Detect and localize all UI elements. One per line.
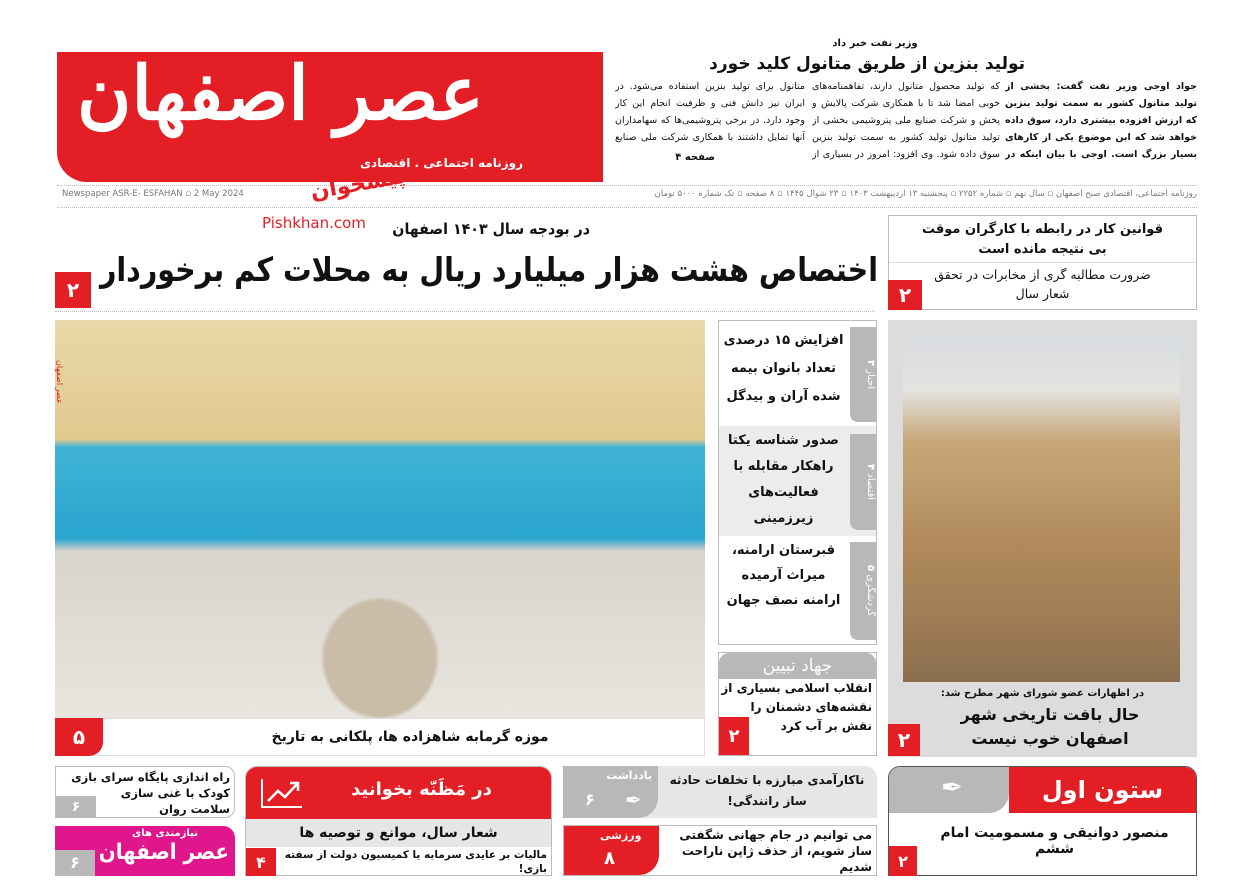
- jahad-title: جهاد تبیین: [719, 653, 876, 679]
- section-label: [850, 542, 876, 640]
- page-badge[interactable]: ۶: [56, 796, 96, 818]
- read-title: در مَظَنّه بخوانید: [351, 779, 492, 800]
- top-story-col1: جواد اوجی وزیر نفت گفت: بخشی از تولید متانول کشور به سمت تولید بنزین که ارزش افزوده بیشتری دارد، سوق داده خواهد شد که این موضوع یکی از کارهای بسیار بزرگ است. اوجی با بیان اینکه در: [1005, 81, 1197, 160]
- right-news-box[interactable]: [888, 215, 1197, 310]
- kid-story-text: راه اندازی پایگاه سرای بازی کودک با غنی سازی سلامت روان: [71, 770, 230, 816]
- note-page: ۶: [585, 790, 595, 809]
- page-badge[interactable]: ۲: [888, 724, 920, 756]
- top-story-col2: که تولید محصول متانول دارند، تفاهمنامه‌های خوبی امضا شد تا با همکاری شرکت پالایش و پخش و شرکت صنایع ملی پتروشیمی بخشی از تولید متانول تولید کشور به سمت تولید بنزین سوق داده شود. وی افزود: امروز در بسیاری از: [812, 81, 1000, 160]
- note-box[interactable]: [563, 766, 877, 818]
- sport-text: می توانیم در جام جهانی شگفتی ساز شویم، از حذف ژاپن ناراحت شدیم: [679, 828, 872, 874]
- jahad-box[interactable]: [718, 652, 877, 756]
- page-badge[interactable]: ۵: [55, 718, 103, 756]
- right-photo-kicker: در اظهارات عضو شورای شهر مطرح شد:: [940, 688, 1145, 699]
- photo-credit: عصر اصفهان: [55, 360, 64, 404]
- first-column-text: منصور دوانیقی و مسمومیت امام ششم: [940, 825, 1169, 857]
- section-page: ۳: [865, 359, 876, 367]
- read-header: [246, 767, 551, 819]
- section-name: گردشگری: [865, 574, 876, 617]
- top-story-kicker: وزیر نفت خبر داد: [832, 38, 918, 49]
- page-badge[interactable]: ۴: [246, 848, 276, 876]
- divider: [57, 207, 1197, 208]
- note-text: ناکارآمدی مبارزه با تخلفات حادثه ساز رانندگی!: [669, 773, 865, 808]
- right-box-headline-2: ضرورت مطالبه گری از مخابرات در تحقق شعار سال: [934, 267, 1151, 301]
- section-name: اخبار: [865, 369, 876, 390]
- feather-icon: ✒: [625, 788, 642, 812]
- divider: [55, 311, 875, 312]
- top-story-col3: متانول برای تولید بنزین استفاده می‌شود. در ایران نیز دانش فنی و ظرفیت انجام این کار وجود دارد. در برخی پتروشیمی‌ها که سهامداران آنها تمایل داشتند با همکاری شرکت ملی صنایع: [615, 81, 805, 143]
- sport-label-area: [564, 826, 659, 875]
- section-page: ۴: [865, 463, 876, 471]
- brief-text: قبرستان ارامنه، میراث آرمیده ارامنه نصف جهان: [726, 543, 841, 608]
- bathhouse-photo[interactable]: [55, 320, 705, 718]
- fountain-pen-icon: ✒: [941, 773, 963, 803]
- masthead-subtitle: روزنامه اجتماعی . اقتصادی: [360, 156, 523, 170]
- issue-info-en: Newspaper ASR-E- ESFAHAN ▫ 2 May 2024: [62, 189, 244, 199]
- section-label: [850, 327, 876, 422]
- trend-chart-icon: [260, 777, 304, 809]
- top-story-headline: تولید بنزین از طریق متانول کلید خورد: [709, 54, 1025, 74]
- section-page: ۵: [865, 565, 876, 572]
- page-badge[interactable]: ۲: [719, 717, 749, 755]
- section-name: اقتصاد: [865, 473, 876, 501]
- pishkhan-url: Pishkhan.com: [262, 214, 366, 232]
- brief-item[interactable]: [719, 536, 876, 644]
- masthead: [57, 52, 603, 182]
- sport-page: ۸: [604, 848, 615, 869]
- pishkhan-watermark: پیشخوان: [308, 163, 408, 206]
- classifieds-big: عصر اصفهان: [98, 840, 230, 865]
- page-badge[interactable]: ۲: [55, 272, 91, 308]
- note-label: یادداشت: [606, 769, 652, 782]
- read-sub: مالیات بر عایدی سرمایه یا کمیسیون دولت از سفته بازی!: [284, 849, 547, 875]
- pen-area: [889, 767, 1009, 813]
- classifieds-small: نیازمندی های: [132, 828, 198, 839]
- main-kicker: در بودجه سال ۱۴۰۳ اصفهان: [392, 220, 590, 238]
- jahad-text: انقلاب اسلامی بسیاری از نقشه‌های دشمنان را نقش بر آب کرد: [721, 681, 872, 733]
- sport-label: ورزشی: [600, 829, 642, 842]
- newspaper-logo: عصر اصفهان: [77, 51, 484, 137]
- right-photo-headline: حال بافت تاریخی شهر اصفهان خوب نیست: [960, 705, 1140, 748]
- page-badge[interactable]: ۲: [889, 846, 917, 876]
- page-badge: ۶: [55, 850, 95, 876]
- first-column-title: ستون اول: [1009, 767, 1196, 813]
- classifieds-box[interactable]: [55, 826, 235, 876]
- brief-text: صدور شناسه یکتا راهکار مقابله با فعالیت‌های زیرزمینی: [728, 433, 839, 526]
- photo-caption: موزه گرمابه شاهزاده ها، پلکانی به تاریخ: [55, 718, 705, 756]
- brief-item[interactable]: [719, 321, 876, 426]
- page-badge[interactable]: ۲: [888, 280, 922, 310]
- historic-city-photo[interactable]: [903, 338, 1180, 682]
- first-column-box[interactable]: [888, 766, 1197, 876]
- divider: [57, 185, 1197, 186]
- section-label: [850, 434, 876, 530]
- sidebar-briefs: [718, 320, 877, 645]
- kid-story[interactable]: [55, 766, 235, 818]
- main-headline[interactable]: اختصاص هشت هزار میلیارد ریال به محلات کم برخوردار: [99, 250, 878, 289]
- brief-text: افزایش ۱۵ درصدی تعداد بانوان بیمه شده آران و بیدگل: [723, 333, 844, 404]
- read-box[interactable]: [245, 766, 552, 876]
- right-box-headline-1: قوانین کار در رابطه با کارگران موقت بی نتیجه مانده است: [889, 216, 1196, 263]
- issue-info-fa: روزنامه اجتماعی، اقتصادی صبح اصفهان ▫ سال نهم ▫ شماره ۲۲۵۲ ▫ پنجشنبه ۱۳ اردیبهشت ۱۴۰۳ ▫ ۲۳ شوال ۱۴۴۵ ▫ ۸ صفحه ▫ تک شماره ۵۰۰۰ تومان: [654, 189, 1197, 199]
- note-label-area: [563, 766, 658, 818]
- top-story-page-ref[interactable]: صفحه ۴: [675, 152, 715, 163]
- brief-item[interactable]: [719, 426, 876, 536]
- sport-box[interactable]: [563, 825, 877, 876]
- read-headline: شعار سال، موانع و توصیه ها: [246, 819, 551, 847]
